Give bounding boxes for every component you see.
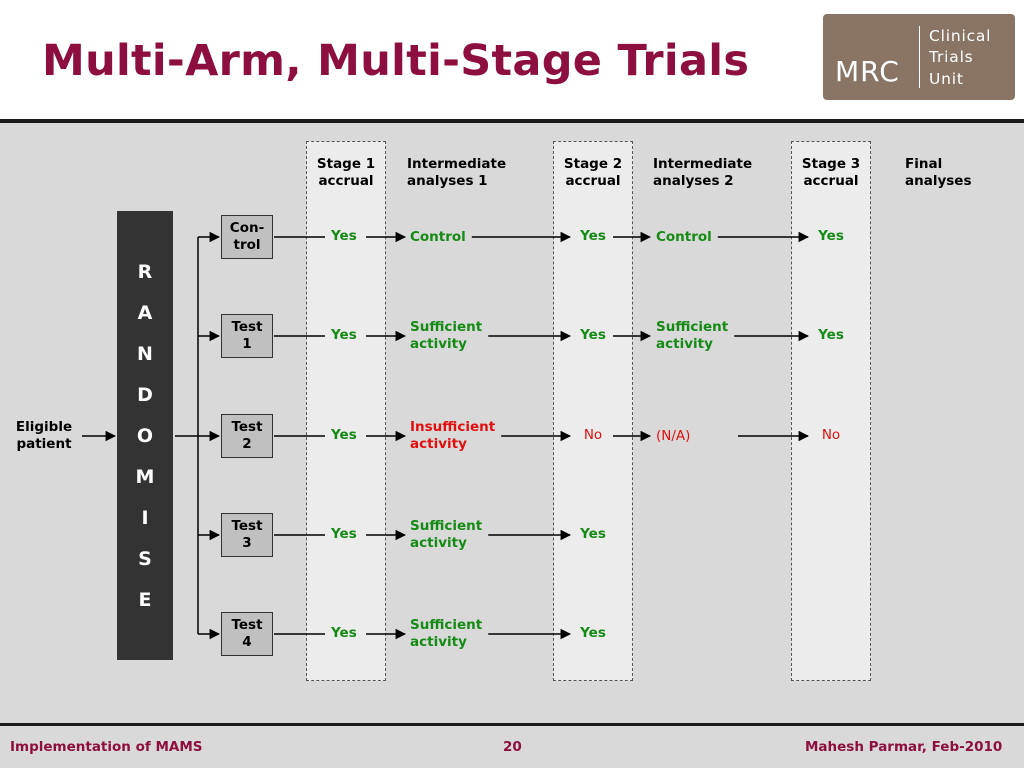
randomise-letter: E	[138, 589, 152, 611]
stage3-result: Yes	[818, 327, 844, 343]
arm-box	[221, 215, 273, 259]
footer-left: Implementation of MAMS	[10, 739, 203, 755]
randomise-letter: A	[137, 302, 153, 324]
stage-3-header-line-1: Stage 3	[801, 156, 861, 172]
interim-2-header-line-1: Intermediate	[653, 156, 753, 172]
stage-1-header-line-2: accrual	[318, 173, 374, 189]
arm-name-line: Test	[231, 419, 263, 435]
stage2-result: Yes	[580, 625, 606, 641]
arm-box	[221, 612, 273, 656]
logo-line-3: Unit	[929, 70, 964, 88]
interim2-result	[656, 229, 712, 246]
footer-right: Mahesh Parmar, Feb-2010	[805, 739, 1003, 755]
slide-title: Multi-Arm, Multi-Stage Trials	[42, 36, 750, 86]
arm-box	[221, 314, 273, 358]
arm-name-line: Test	[231, 617, 263, 633]
logo-line-2: Trials	[929, 48, 974, 66]
interim2-result	[656, 428, 690, 445]
stage2-result: No	[583, 427, 603, 443]
arm-connector-group	[198, 237, 808, 634]
randomise-letter: M	[135, 466, 155, 488]
interim1-result-line: activity	[410, 634, 467, 650]
stage-3-header-line-2: accrual	[803, 173, 859, 189]
arm-name-line: 1	[242, 336, 252, 352]
interim-2-header-line-2: analyses 2	[653, 173, 734, 189]
stage1-result: Yes	[331, 625, 357, 641]
randomise-letter: N	[137, 343, 153, 365]
interim1-result	[410, 518, 482, 552]
interim-1-header-line-1: Intermediate	[407, 156, 507, 172]
interim1-result	[410, 229, 466, 246]
randomise-letter: O	[136, 425, 154, 447]
interim2-result-line: Sufficient	[656, 319, 729, 335]
arm-box	[221, 513, 273, 557]
logo-line-1: Clinical	[929, 27, 992, 45]
interim1-result	[410, 617, 482, 651]
stage3-result: No	[821, 427, 841, 443]
stage-2-header-line-1: Stage 2	[563, 156, 623, 172]
interim1-result	[410, 319, 482, 353]
stage1-result: Yes	[331, 526, 357, 542]
stage2-result: Yes	[580, 228, 606, 244]
stage2-result: Yes	[580, 526, 606, 542]
stage1-result: Yes	[331, 327, 357, 343]
eligible-line-1: Eligible	[15, 419, 73, 435]
arm-name-line: 4	[242, 634, 252, 650]
interim2-result-line: activity	[656, 336, 713, 352]
arm-name-line: Test	[231, 518, 263, 534]
randomise-letter: S	[138, 548, 152, 570]
interim1-result	[410, 419, 495, 453]
interim1-result-line: activity	[410, 436, 467, 452]
page-number: 20	[503, 739, 522, 755]
final-header-line-1: Final	[905, 156, 943, 172]
stage1-result: Yes	[331, 427, 357, 443]
stage-1-header-line-1: Stage 1	[316, 156, 376, 172]
interim-1-header-line-2: analyses 1	[407, 173, 488, 189]
randomise-letter: R	[137, 261, 153, 283]
interim1-result-line: activity	[410, 535, 467, 551]
arm-name-line: trol	[233, 237, 261, 253]
stage2-result: Yes	[580, 327, 606, 343]
eligible-line-2: patient	[16, 436, 72, 452]
arm-name-line: Test	[231, 319, 263, 335]
interim2-result-line: (N/A)	[656, 427, 691, 444]
stage1-result: Yes	[331, 228, 357, 244]
arm-name-line: 2	[242, 436, 252, 452]
interim2-result-line: Control	[656, 228, 712, 245]
arm-name-line: 3	[242, 535, 252, 551]
interim1-result-line: activity	[410, 336, 467, 352]
interim1-result-line: Insufficient	[410, 419, 496, 435]
logo-mrc-text: MRC	[835, 55, 900, 88]
interim1-result-line: Sufficient	[410, 617, 483, 633]
randomise-letter: I	[141, 507, 149, 529]
arm-name-line: Con-	[229, 220, 265, 236]
interim1-result-line: Sufficient	[410, 518, 483, 534]
final-header-line-2: analyses	[905, 173, 972, 189]
randomise-letter: D	[137, 384, 153, 406]
stage3-result: Yes	[818, 228, 844, 244]
interim1-result-line: Sufficient	[410, 319, 483, 335]
stage-2-header-line-2: accrual	[565, 173, 621, 189]
interim1-result-line: Control	[410, 228, 466, 245]
arm-box	[221, 414, 273, 458]
interim2-result	[656, 319, 728, 353]
